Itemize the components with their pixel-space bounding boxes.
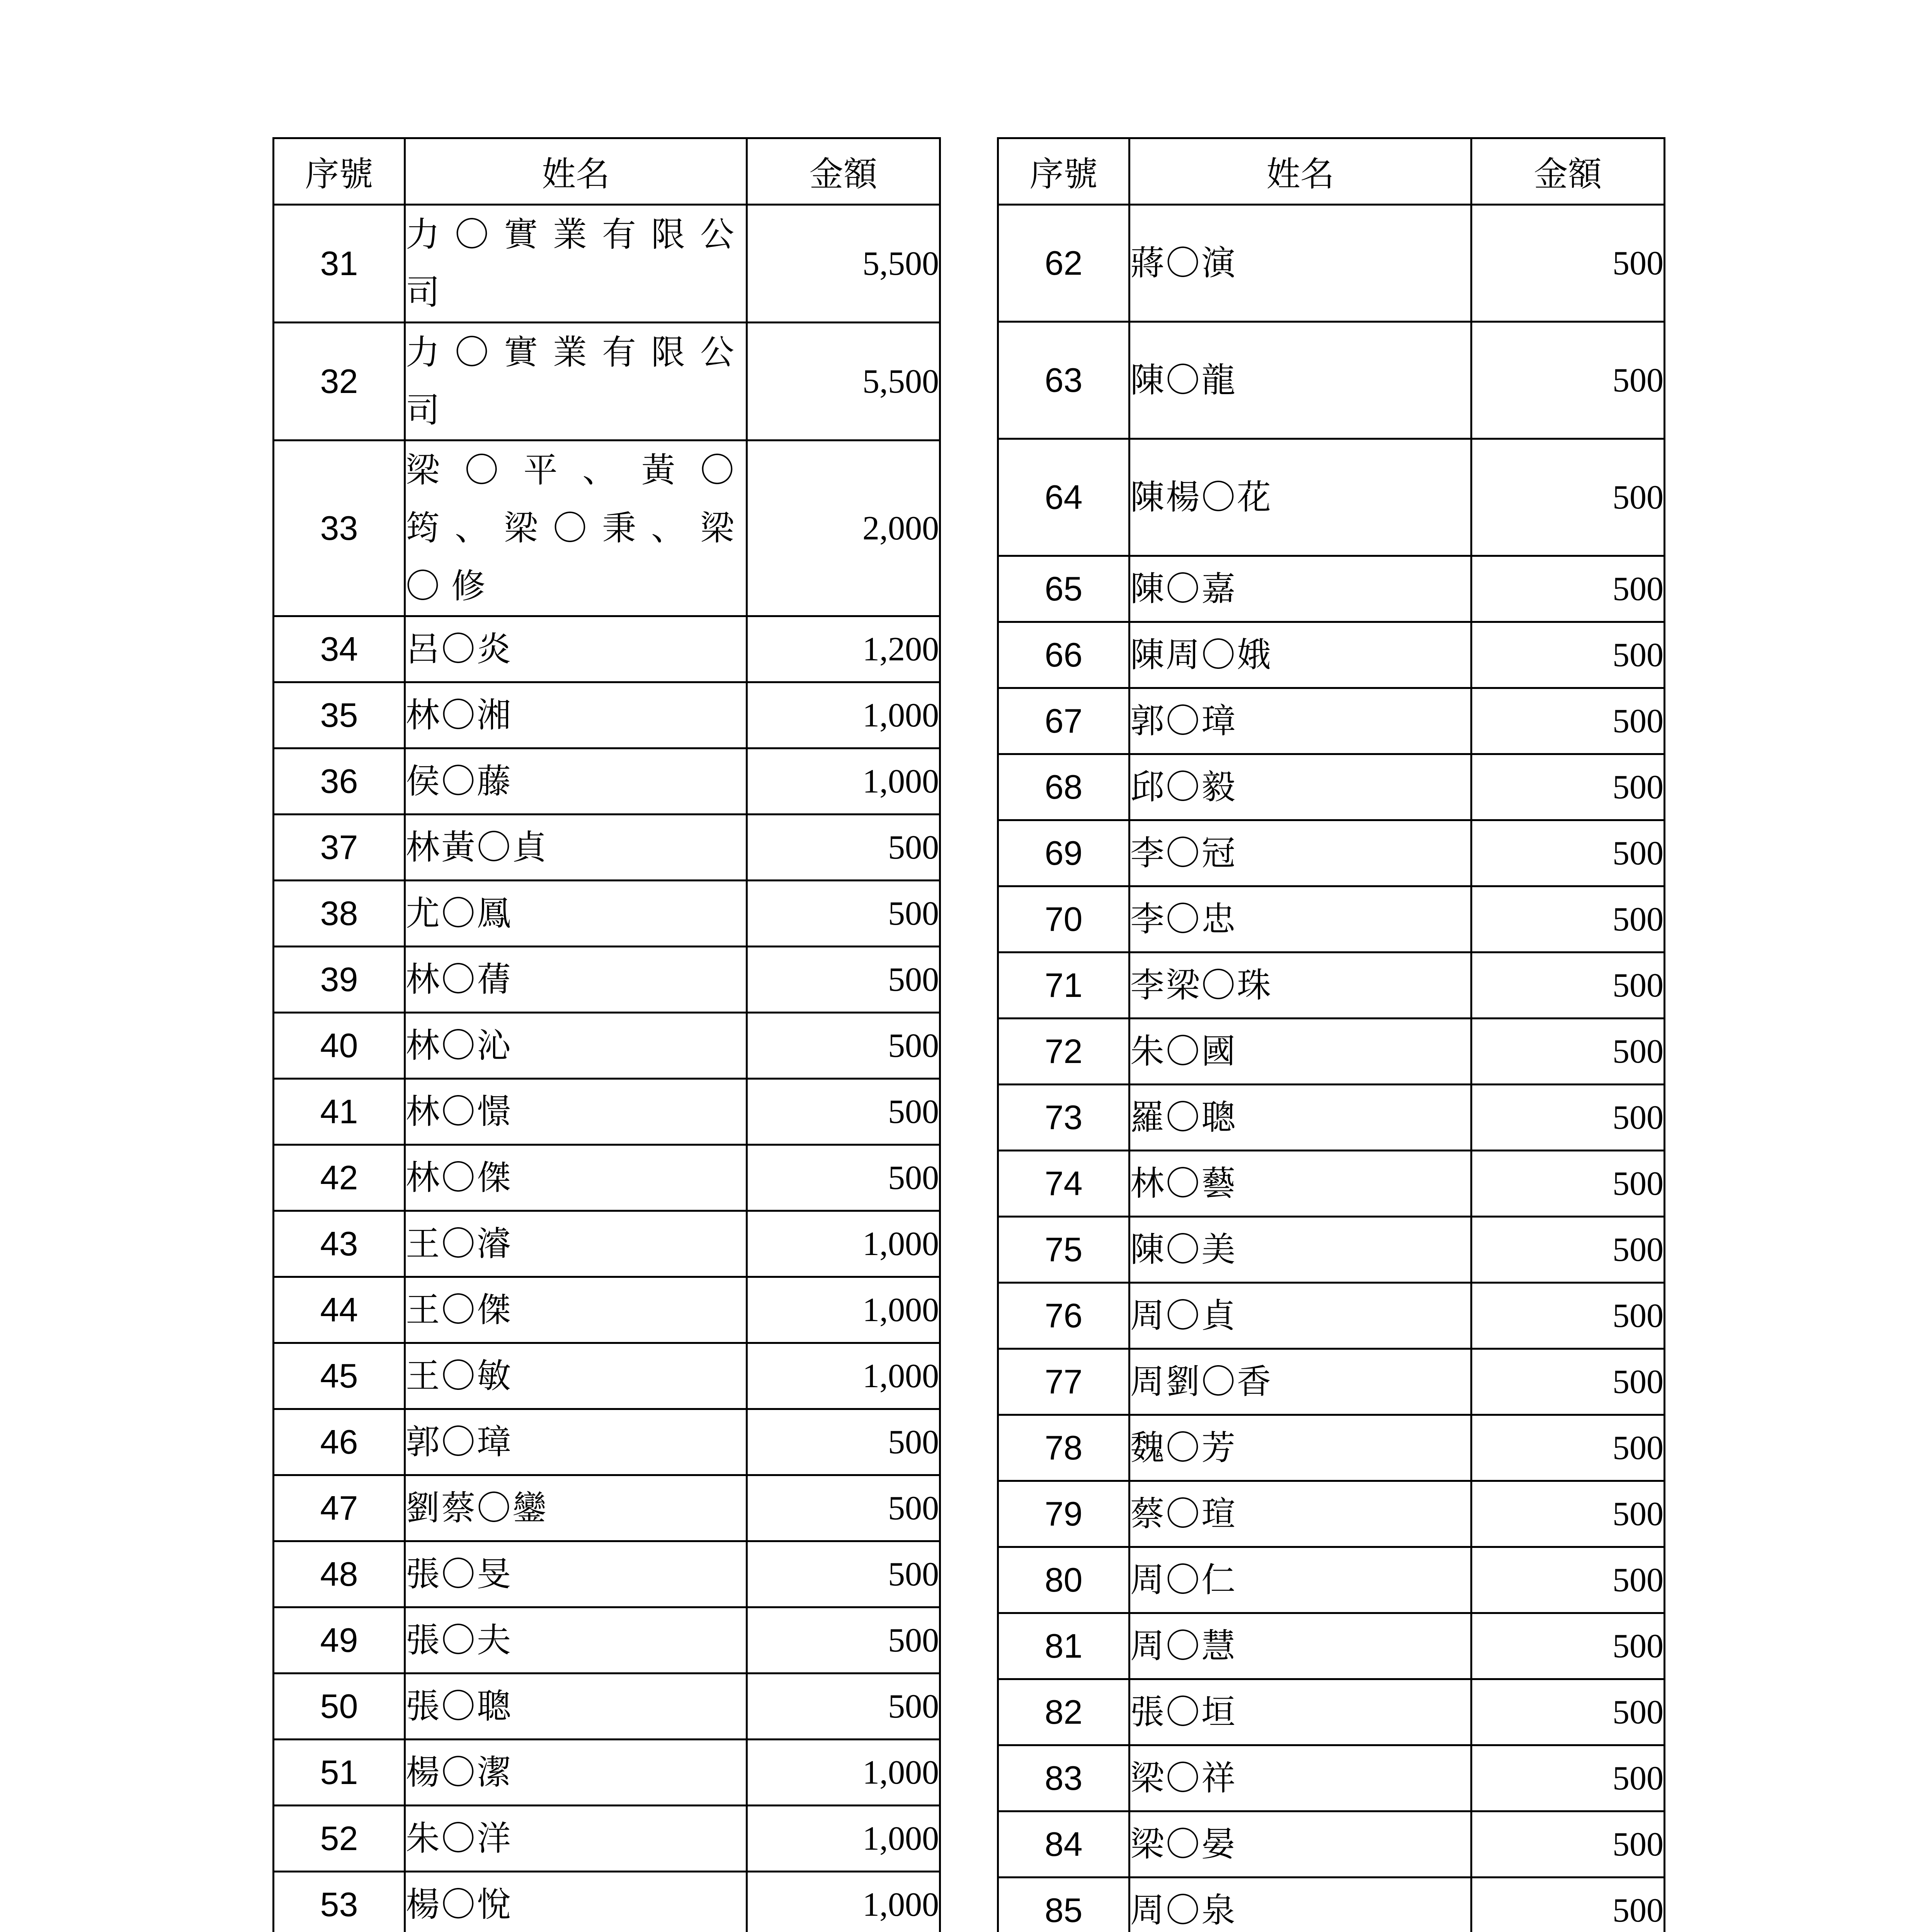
serial-number-cell: 45 [274,1343,405,1409]
name-cell: 陳〇美 [1129,1217,1471,1283]
table-row [998,1085,1665,1151]
name-cell: 梁〇晏 [1129,1811,1471,1878]
amount-cell: 500 [747,815,940,881]
table-row [998,439,1665,556]
serial-number-cell: 75 [998,1217,1129,1283]
serial-number-cell: 74 [998,1151,1129,1217]
amount-cell: 500 [1471,1811,1665,1878]
table-row [274,1872,940,1932]
name-cell: 梁〇祥 [1129,1745,1471,1811]
serial-number-cell: 65 [998,556,1129,622]
table-row [274,1211,940,1277]
amount-cell: 500 [1471,1349,1665,1415]
name-cell: 陳〇龍 [1129,322,1471,439]
amount-cell: 500 [747,1607,940,1673]
table-row [998,754,1665,820]
table-row [274,748,940,815]
amount-cell: 500 [747,1673,940,1740]
amount-cell: 500 [1471,1613,1665,1679]
name-cell: 楊〇悅 [405,1872,747,1932]
name-cell: 李〇忠 [1129,886,1471,952]
amount-cell: 500 [1471,1878,1665,1932]
table-row [998,1679,1665,1745]
table-row [274,205,940,323]
name-cell: 劉蔡〇鑾 [405,1475,747,1541]
amount-cell: 1,000 [747,1872,940,1932]
amount-cell: 1,000 [747,1277,940,1343]
serial-number-cell: 64 [998,439,1129,556]
serial-number-cell: 66 [998,622,1129,688]
table-row [998,1019,1665,1085]
name-cell: 林〇藝 [1129,1151,1471,1217]
serial-number-cell: 35 [274,682,405,748]
table-row [274,1145,940,1211]
amount-cell: 1,000 [747,1343,940,1409]
table-row [274,323,940,440]
name-cell: 周〇仁 [1129,1547,1471,1613]
amount-cell: 1,000 [747,682,940,748]
name-cell: 林黃〇貞 [405,815,747,881]
serial-number-cell: 42 [274,1145,405,1211]
name-cell: 李〇冠 [1129,820,1471,886]
name-cell: 楊〇潔 [405,1740,747,1806]
amount-cell: 500 [1471,886,1665,952]
table-row [274,616,940,682]
serial-number-cell: 53 [274,1872,405,1932]
name-cell: 蔡〇瑄 [1129,1481,1471,1547]
serial-number-cell: 34 [274,616,405,682]
name-cell: 陳楊〇花 [1129,439,1471,556]
serial-number-cell: 31 [274,205,405,323]
header-amount: 金額 [747,138,940,205]
table-header-row [998,138,1665,205]
name-cell: 林〇蒨 [405,947,747,1013]
table-row [274,947,940,1013]
table-row [274,1607,940,1673]
table-row [998,1349,1665,1415]
table-row [274,440,940,616]
amount-cell: 500 [747,1145,940,1211]
amount-cell: 500 [1471,1547,1665,1613]
amount-cell: 2,000 [747,440,940,616]
table-row [998,322,1665,439]
table-row [998,1283,1665,1349]
name-cell: 梁〇平、黃〇筠、梁〇秉、梁〇修 [405,440,747,616]
serial-number-cell: 37 [274,815,405,881]
name-cell: 周〇泉 [1129,1878,1471,1932]
amount-cell: 1,000 [747,1806,940,1872]
name-cell: 力〇實業有限公司 [405,323,747,440]
serial-number-cell: 47 [274,1475,405,1541]
name-cell: 羅〇聰 [1129,1085,1471,1151]
amount-cell: 500 [1471,205,1665,322]
serial-number-cell: 40 [274,1013,405,1079]
table-row [274,1475,940,1541]
amount-cell: 1,000 [747,1740,940,1806]
amount-cell: 500 [1471,688,1665,754]
name-cell: 尤〇鳳 [405,881,747,947]
name-cell: 張〇垣 [1129,1679,1471,1745]
serial-number-cell: 85 [998,1878,1129,1932]
name-cell: 陳〇嘉 [1129,556,1471,622]
amount-cell: 500 [1471,1679,1665,1745]
serial-number-cell: 32 [274,323,405,440]
table-row [274,1806,940,1872]
amount-cell: 500 [1471,1745,1665,1811]
name-cell: 力〇實業有限公司 [405,205,747,323]
table-row [274,1409,940,1475]
amount-cell: 500 [1471,439,1665,556]
table-row [998,1481,1665,1547]
header-amount: 金額 [1471,138,1665,205]
serial-number-cell: 50 [274,1673,405,1740]
name-cell: 林〇湘 [405,682,747,748]
table-row [274,1343,940,1409]
header-serial-number: 序號 [274,138,405,205]
serial-number-cell: 76 [998,1283,1129,1349]
name-cell: 魏〇芳 [1129,1415,1471,1481]
table-row [274,881,940,947]
serial-number-cell: 81 [998,1613,1129,1679]
serial-number-cell: 52 [274,1806,405,1872]
name-cell: 周〇貞 [1129,1283,1471,1349]
name-cell: 李梁〇珠 [1129,952,1471,1019]
amount-cell: 500 [1471,1415,1665,1481]
serial-number-cell: 78 [998,1415,1129,1481]
serial-number-cell: 41 [274,1079,405,1145]
serial-number-cell: 82 [998,1679,1129,1745]
amount-cell: 500 [1471,1283,1665,1349]
table-row [998,688,1665,754]
serial-number-cell: 63 [998,322,1129,439]
amount-cell: 500 [747,1475,940,1541]
table-row [998,820,1665,886]
serial-number-cell: 71 [998,952,1129,1019]
amount-cell: 5,500 [747,323,940,440]
amount-cell: 500 [747,947,940,1013]
table-row [998,1613,1665,1679]
table-row [998,1217,1665,1283]
serial-number-cell: 70 [998,886,1129,952]
serial-number-cell: 83 [998,1745,1129,1811]
serial-number-cell: 44 [274,1277,405,1343]
serial-number-cell: 48 [274,1541,405,1607]
serial-number-cell: 49 [274,1607,405,1673]
name-cell: 郭〇璋 [405,1409,747,1475]
amount-cell: 500 [747,1079,940,1145]
amount-cell: 500 [747,881,940,947]
amount-cell: 500 [1471,952,1665,1019]
amount-cell: 500 [747,1409,940,1475]
serial-number-cell: 69 [998,820,1129,886]
table-row [998,886,1665,952]
table-row [274,682,940,748]
table-row [998,1151,1665,1217]
amount-cell: 500 [1471,322,1665,439]
serial-number-cell: 80 [998,1547,1129,1613]
serial-number-cell: 84 [998,1811,1129,1878]
name-cell: 邱〇毅 [1129,754,1471,820]
serial-number-cell: 43 [274,1211,405,1277]
name-cell: 張〇聰 [405,1673,747,1740]
amount-cell: 500 [1471,754,1665,820]
serial-number-cell: 77 [998,1349,1129,1415]
header-serial-number: 序號 [998,138,1129,205]
serial-number-cell: 73 [998,1085,1129,1151]
name-cell: 周劉〇香 [1129,1349,1471,1415]
name-cell: 張〇夫 [405,1607,747,1673]
name-cell: 王〇濬 [405,1211,747,1277]
table-header-row [274,138,940,205]
table-row [274,815,940,881]
table-row [998,1547,1665,1613]
name-cell: 張〇旻 [405,1541,747,1607]
name-cell: 朱〇國 [1129,1019,1471,1085]
name-cell: 王〇敏 [405,1343,747,1409]
table-row [998,205,1665,322]
serial-number-cell: 46 [274,1409,405,1475]
amount-cell: 500 [1471,1481,1665,1547]
amount-cell: 500 [747,1013,940,1079]
serial-number-cell: 79 [998,1481,1129,1547]
amount-cell: 500 [1471,622,1665,688]
donor-table-left [272,137,941,1932]
serial-number-cell: 33 [274,440,405,616]
amount-cell: 500 [747,1541,940,1607]
donor-table-right [997,137,1665,1932]
table-row [274,1673,940,1740]
serial-number-cell: 36 [274,748,405,815]
serial-number-cell: 51 [274,1740,405,1806]
table-row [998,952,1665,1019]
serial-number-cell: 62 [998,205,1129,322]
serial-number-cell: 39 [274,947,405,1013]
serial-number-cell: 67 [998,688,1129,754]
table-row [274,1013,940,1079]
table-row [274,1277,940,1343]
serial-number-cell: 68 [998,754,1129,820]
table-row [998,556,1665,622]
amount-cell: 500 [1471,820,1665,886]
name-cell: 蔣〇演 [1129,205,1471,322]
serial-number-cell: 38 [274,881,405,947]
amount-cell: 1,200 [747,616,940,682]
table-row [998,1415,1665,1481]
name-cell: 陳周〇娥 [1129,622,1471,688]
name-cell: 周〇慧 [1129,1613,1471,1679]
serial-number-cell: 72 [998,1019,1129,1085]
amount-cell: 1,000 [747,748,940,815]
table-row [998,622,1665,688]
table-row [998,1811,1665,1878]
name-cell: 侯〇藤 [405,748,747,815]
amount-cell: 1,000 [747,1211,940,1277]
table-row [998,1745,1665,1811]
header-name: 姓名 [405,138,747,205]
amount-cell: 500 [1471,1085,1665,1151]
table-row [274,1541,940,1607]
name-cell: 林〇傑 [405,1145,747,1211]
name-cell: 王〇傑 [405,1277,747,1343]
name-cell: 林〇憬 [405,1079,747,1145]
table-row [274,1740,940,1806]
name-cell: 呂〇炎 [405,616,747,682]
name-cell: 林〇沁 [405,1013,747,1079]
amount-cell: 500 [1471,1019,1665,1085]
amount-cell: 5,500 [747,205,940,323]
name-cell: 朱〇洋 [405,1806,747,1872]
amount-cell: 500 [1471,556,1665,622]
table-row [274,1079,940,1145]
amount-cell: 500 [1471,1151,1665,1217]
table-row [998,1878,1665,1932]
name-cell: 郭〇璋 [1129,688,1471,754]
header-name: 姓名 [1129,138,1471,205]
amount-cell: 500 [1471,1217,1665,1283]
